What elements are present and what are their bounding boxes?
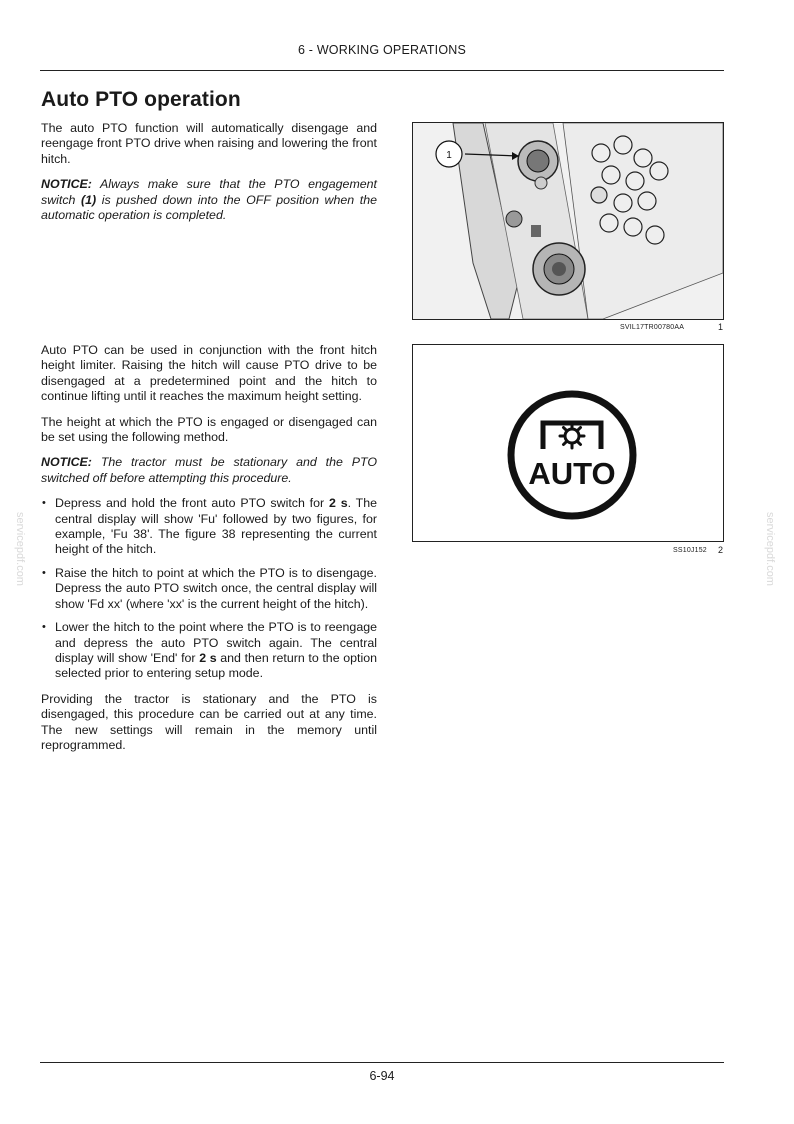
step-duration: 2 s [328,496,348,511]
notice-text-part2: is pushed down into the OFF position when the automatic operation is completed. [41,192,377,223]
procedure-text-block [41,343,377,763]
list-item [41,620,377,682]
figure-1-number: 1 [718,322,724,332]
notice-text-part1: Always make sure that the PTO engagement switch [41,177,377,207]
step-duration: 2 s [199,650,217,665]
figure-2-number: 2 [718,545,724,555]
intro-text-block [41,121,377,233]
notice-ref-switch [41,177,377,223]
figure-1-code: SVIL17TR00780AA [620,324,685,331]
closing-paragraph: Providing the tractor is stationary and the PTO is disengaged, this procedure can be carried out at any time. The new settings will remain in the memory until reprogrammed. [41,691,377,752]
hitch-limiter-paragraph: Auto PTO can be used in conjunction with the front hitch height limiter. Raising the hitch will cause PTO drive to be disengaged at a predetermined point and the hitch to continue lifting until it reaches the maximum height setting. [41,343,377,404]
step-text: and then return to the option selected prior to entering setup mode. [55,650,377,681]
footer-rule [40,1062,724,1063]
list-item [41,496,377,558]
figure-callout-1: 1 [446,150,452,161]
intro-paragraph: The auto PTO function will automatically disengage and reengage front PTO drive when raising and lowering the front hitch. [41,121,377,166]
header-title: 6 - WORKING OPERATIONS [297,43,467,57]
watermark-right: servicepdf.com [764,512,776,586]
notice-text: The tractor must be stationary and the PTO switched off before attempting this procedure. [41,455,377,485]
procedure-steps [41,496,377,681]
section-title: Auto PTO operation [41,88,241,111]
step-text: . The central display will show 'Fu' followed by two figures, for example, 'Fu 38'. The figure 38 representing the current height of the hitch. [55,496,377,557]
step-text: Depress and hold the front auto PTO switch for [55,496,329,511]
header-rule [40,70,724,71]
auto-pto-symbol-figure [412,344,724,542]
notice-label: NOTICE: [41,177,92,192]
method-intro-paragraph: The height at which the PTO is engaged or disengaged can be set using the following method. [41,414,377,445]
step-text: Lower the hitch to the point where the PTO is to reengage and depress the auto PTO switch again. The central display will show 'End' for [55,620,377,665]
control-panel-illustration [413,123,723,319]
list-item: • Raise the hitch to point at which the PTO is to disengage. Depress the auto PTO switch once, the central display will show 'Fd xx' (where 'xx' is the current height of the hitch). [41,566,377,612]
notice-label: NOTICE: [41,455,92,470]
notice-stationary [41,455,377,486]
notice-ref-number: (1) [81,192,97,207]
page-number: 6-94 [369,1069,395,1083]
watermark-left: servicepdf.com [14,512,26,586]
figure-2-code: SS10J152 [673,547,707,554]
control-panel-figure [412,122,724,320]
auto-label: AUTO [528,456,616,491]
auto-pto-symbol [413,345,723,541]
